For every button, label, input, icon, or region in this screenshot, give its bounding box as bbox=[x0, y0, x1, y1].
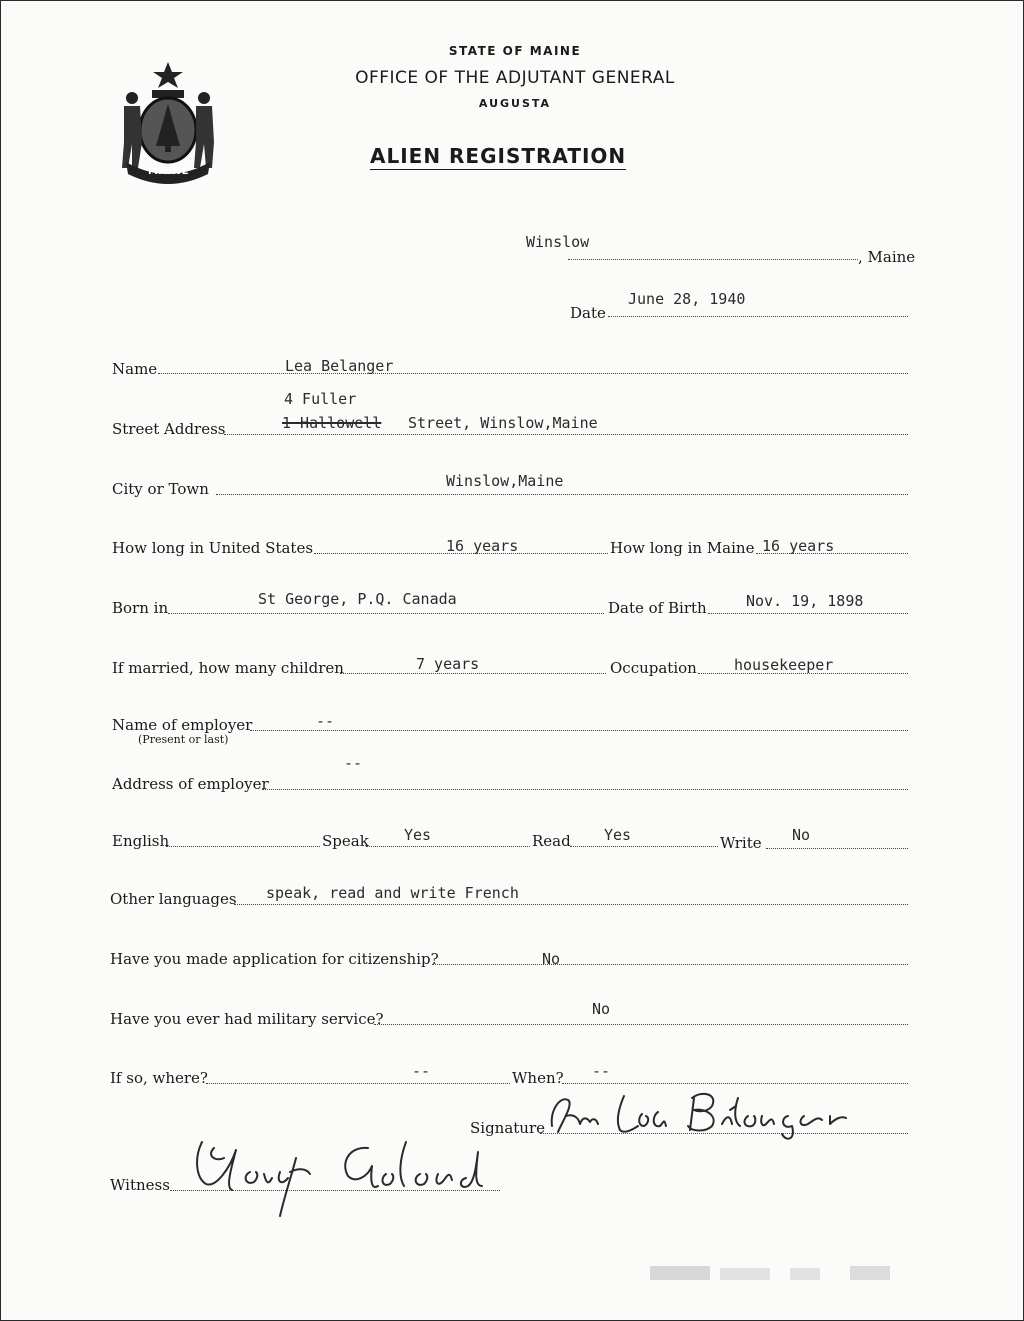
location-suffix: , Maine bbox=[858, 248, 916, 266]
military-label: Have you ever had military service? bbox=[110, 1010, 384, 1028]
where-value: -- bbox=[412, 1062, 431, 1080]
employer-address-line bbox=[262, 789, 908, 790]
employer-sublabel: (Present or last) bbox=[138, 733, 229, 746]
archive-stamp bbox=[650, 1262, 900, 1284]
write-label: Write bbox=[720, 834, 762, 852]
street-inserted: 4 Fuller bbox=[284, 390, 357, 408]
location-value: Winslow bbox=[526, 233, 590, 251]
read-label: Read bbox=[532, 832, 571, 850]
where-label: If so, where? bbox=[110, 1069, 208, 1087]
street-struck: 1 Hallowell bbox=[282, 414, 382, 432]
english-line bbox=[166, 846, 320, 847]
employer-address-value: -- bbox=[344, 754, 363, 772]
us-label: How long in United States bbox=[112, 539, 314, 557]
seal-text: MAINE bbox=[148, 166, 190, 177]
dob-value: Nov. 19, 1898 bbox=[746, 592, 864, 610]
citizenship-line bbox=[432, 964, 908, 965]
location-line bbox=[568, 259, 858, 260]
when-line bbox=[562, 1083, 908, 1084]
witness-handwriting bbox=[172, 1128, 522, 1224]
maine-label: How long in Maine bbox=[610, 539, 755, 557]
employer-value: -- bbox=[316, 712, 335, 730]
name-value: Lea Belanger bbox=[285, 357, 394, 375]
city-value: Winslow,Maine bbox=[446, 472, 564, 490]
street-label: Street Address bbox=[112, 420, 226, 438]
dob-label: Date of Birth bbox=[608, 599, 707, 617]
dob-line bbox=[708, 613, 908, 614]
street-value: Street, Winslow,Maine bbox=[408, 414, 598, 432]
children-value: 7 years bbox=[416, 655, 480, 673]
employer-address-label: Address of employer bbox=[112, 775, 269, 793]
children-line bbox=[340, 673, 606, 674]
children-label: If married, how many children bbox=[112, 659, 344, 677]
when-value: -- bbox=[592, 1062, 611, 1080]
speak-line bbox=[366, 846, 530, 847]
read-value: Yes bbox=[604, 826, 632, 844]
other-languages-label: Other languages bbox=[110, 890, 237, 908]
military-line bbox=[374, 1024, 908, 1025]
read-line bbox=[570, 846, 718, 847]
employer-line bbox=[250, 730, 908, 731]
name-line bbox=[158, 373, 908, 374]
date-label: Date bbox=[570, 304, 606, 322]
other-languages-value: speak, read and write French bbox=[266, 884, 519, 902]
citizenship-value: No bbox=[542, 950, 561, 968]
speak-value: Yes bbox=[404, 826, 432, 844]
employer-label: Name of employer bbox=[112, 716, 253, 734]
city-label: City or Town bbox=[112, 480, 209, 498]
occupation-label: Occupation bbox=[610, 659, 697, 677]
born-label: Born in bbox=[112, 599, 169, 617]
office-heading: OFFICE OF THE ADJUTANT GENERAL bbox=[355, 68, 675, 88]
us-value: 16 years bbox=[446, 537, 519, 555]
date-value: June 28, 1940 bbox=[628, 290, 746, 308]
city-heading: AUGUSTA bbox=[478, 97, 552, 110]
occupation-value: housekeeper bbox=[734, 656, 834, 674]
english-label: English bbox=[112, 832, 170, 850]
born-value: St George, P.Q. Canada bbox=[258, 590, 457, 608]
when-label: When? bbox=[512, 1069, 564, 1087]
page-title: ALIEN REGISTRATION bbox=[370, 144, 627, 168]
write-line bbox=[766, 848, 908, 849]
witness-label: Witness bbox=[110, 1176, 170, 1194]
maine-value: 16 years bbox=[762, 537, 835, 555]
write-value: No bbox=[792, 826, 811, 844]
name-label: Name bbox=[112, 360, 158, 378]
born-line bbox=[168, 613, 604, 614]
citizenship-label: Have you made application for citizenship? bbox=[110, 950, 439, 968]
street-line bbox=[224, 434, 908, 435]
signature-label: Signature bbox=[470, 1119, 546, 1137]
speak-label: Speak bbox=[322, 832, 369, 850]
signature-handwriting bbox=[542, 1086, 862, 1142]
military-value: No bbox=[592, 1000, 611, 1018]
where-line bbox=[206, 1083, 510, 1084]
city-line bbox=[216, 494, 908, 495]
other-languages-line bbox=[234, 904, 908, 905]
date-line bbox=[608, 316, 908, 317]
state-heading: STATE OF MAINE bbox=[448, 44, 582, 58]
